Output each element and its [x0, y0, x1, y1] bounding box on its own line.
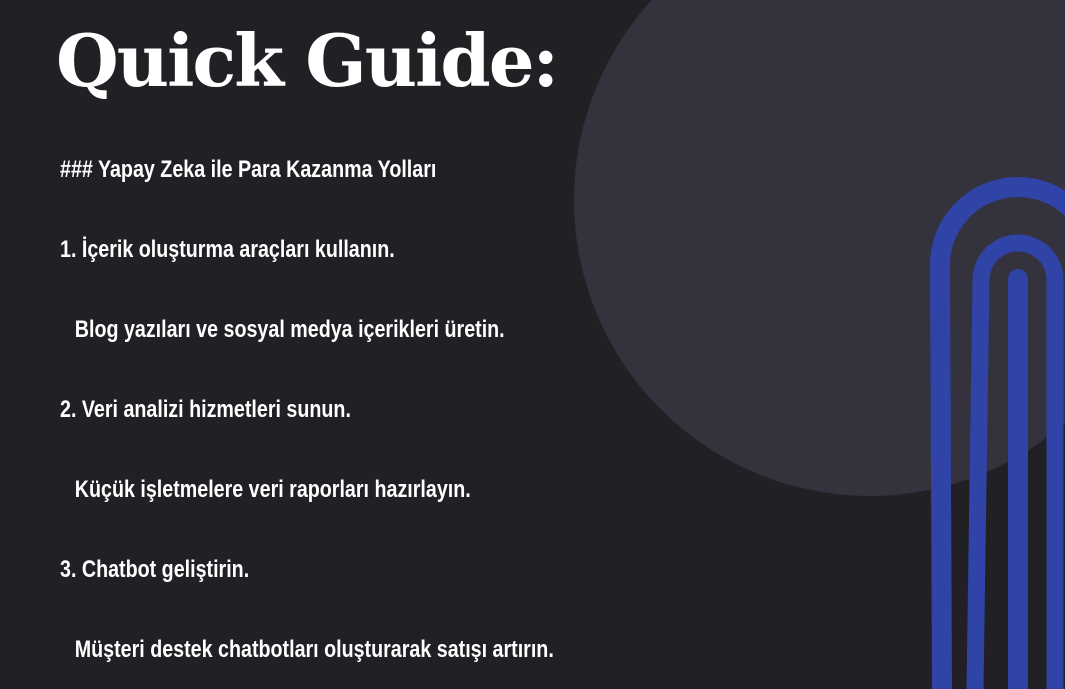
- step-3: 3. Chatbot geliştirin.: [60, 556, 250, 583]
- step-2: 2. Veri analizi hizmetleri sunun.: [60, 396, 351, 423]
- guide-heading: ### Yapay Zeka ile Para Kazanma Yolları: [60, 156, 437, 183]
- step-1: 1. İçerik oluşturma araçları kullanın.: [60, 236, 395, 263]
- page-title: Quick Guide:: [56, 18, 558, 103]
- step-3-detail: Müşteri destek chatbotları oluşturarak satışı artırın.: [74, 636, 554, 663]
- guide-content: [60, 152, 920, 689]
- step-2-detail: Küçük işletmelere veri raporları hazırlayın.: [74, 476, 471, 503]
- step-1-detail: Blog yazıları ve sosyal medya içerikleri üretin.: [74, 316, 505, 343]
